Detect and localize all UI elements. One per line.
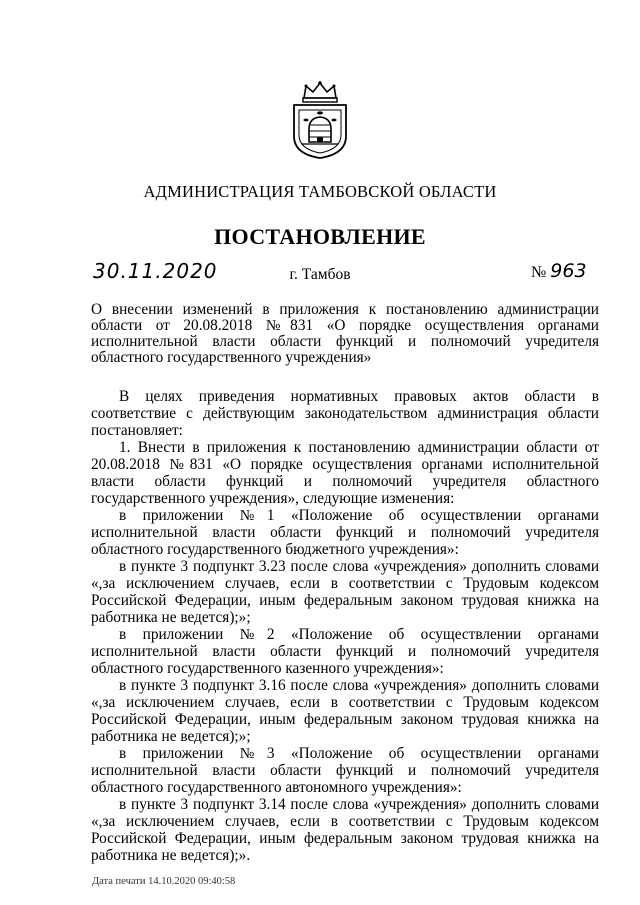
document-number: [531, 260, 587, 282]
body-paragraph: 1. Внести в приложения к постановлению администрации области от 20.08.2018 №831 «О порядке осуществления органами исполнительной власти области функций и полномочий учредителя областного государственного учреждения», следующие изменения:: [91, 439, 599, 507]
body-paragraph: в пункте 3 подпункт 3.23 после слова «учреждения» дополнить словами «,за исключением случаев, если в соответствии с Трудовым кодексом Российской Федерации, иным федеральным законом трудовая книжка на работника не ведется);»;: [91, 558, 599, 626]
document-subject: О внесении изменений в приложения к постановлению администрации области от 20.08.2018 №831 «О порядке осуществления органами исполнительной власти области функций и полномочий учредителя областного государственного учреждения»: [91, 301, 599, 366]
body-paragraph: в приложении №3 «Положение об осуществлении органами исполнительной власти области функций и полномочий учредителя областного государственного автономного учреждения»:: [91, 745, 599, 796]
body-paragraph: в приложении №1 «Положение об осуществлении органами исполнительной власти области функций и полномочий учредителя областного государственного бюджетного учреждения»:: [91, 507, 599, 558]
coat-of-arms-icon: [288, 80, 352, 160]
body-paragraph: в приложении №2 «Положение об осуществлении органами исполнительной власти области функций и полномочий учредителя областного государственного казенного учреждения»:: [91, 626, 599, 677]
handwritten-date: 30.11.2020: [93, 259, 218, 283]
number-sign: №: [531, 264, 547, 281]
document-body: [91, 388, 599, 864]
document-type-heading: ПОСТАНОВЛЕНИЕ: [214, 224, 426, 249]
body-paragraph: в пункте 3 подпункт 3.16 после слова «учреждения» дополнить словами «,за исключением случаев, если в соответствии с Трудовым кодексом Российской Федерации, иным федеральным законом трудовая книжка на работника не ведется);»;: [91, 677, 599, 745]
handwritten-number: 963: [550, 260, 587, 282]
print-date-footer: Дата печати 14.10.2020 09:40:58: [92, 876, 236, 887]
body-paragraph: В целях приведения нормативных правовых актов области в соответствие с действующим законодательством администрация области постановляет:: [91, 388, 599, 439]
organization-title: АДМИНИСТРАЦИЯ ТАМБОВСКОЙ ОБЛАСТИ: [143, 182, 497, 201]
body-paragraph: в пункте 3 подпункт 3.14 после слова «учреждения» дополнить словами «,за исключением случаев, если в соответствии с Трудовым кодексом Российской Федерации, иным федеральным законом трудовая книжка на работника не ведется);».: [91, 796, 599, 864]
city-label: г. Тамбов: [289, 266, 351, 283]
